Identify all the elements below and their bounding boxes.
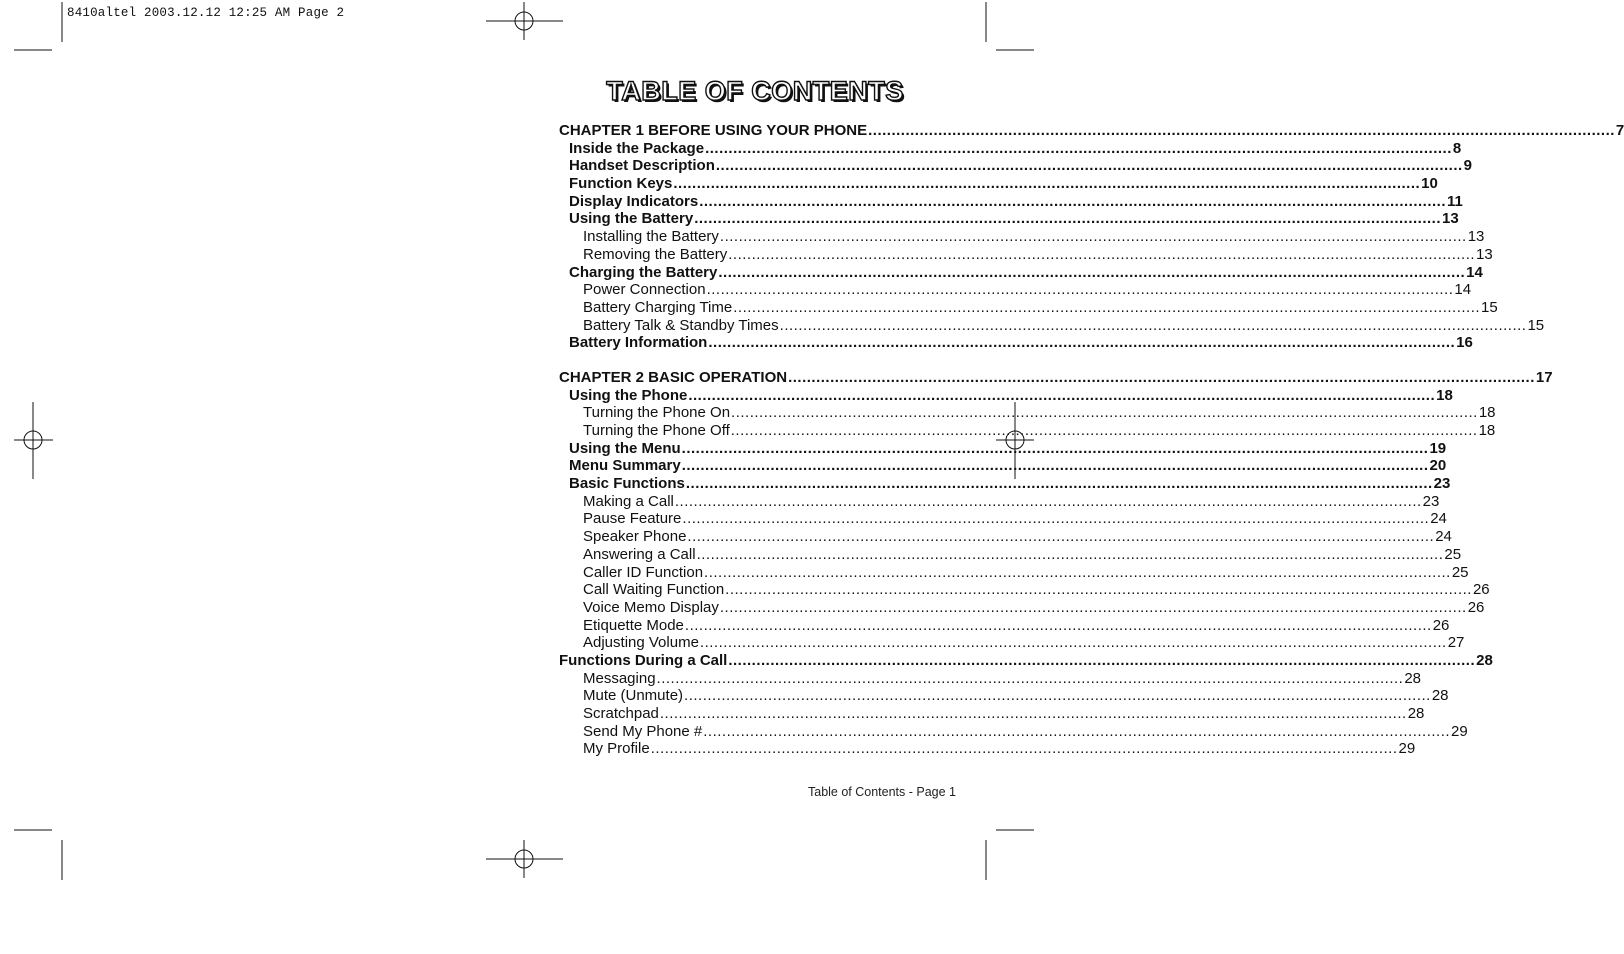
- toc-subsection-entry: [559, 563, 1469, 582]
- dot-leader: ................................................................................................................................................................: [731, 404, 1478, 422]
- dot-leader: ................................................................................................................................................................: [706, 281, 1454, 299]
- toc-entry-page: 9: [1463, 157, 1473, 175]
- dot-leader: ................................................................................................................................................................: [673, 175, 1421, 193]
- toc-section-entry: [559, 475, 1451, 493]
- toc-subsection-entry: [559, 298, 1498, 317]
- toc-entry-label: Speaker Phone: [583, 528, 687, 546]
- toc-section-entry: [559, 439, 1447, 458]
- toc-entry-page: 14: [1466, 263, 1483, 281]
- toc-entry-page: 18: [1478, 404, 1496, 422]
- toc-section-entry: [559, 192, 1463, 211]
- toc-entry-label: Functions During a Call: [559, 651, 728, 669]
- toc-entry-label: Battery Charging Time: [583, 298, 733, 316]
- toc-entry-page: 26: [1472, 581, 1490, 599]
- toc-entry-page: 29: [1398, 740, 1416, 758]
- toc-entry-page: 17: [1535, 368, 1553, 386]
- toc-entry-label: Using the Phone: [569, 386, 688, 404]
- toc-entry-page: 18: [1436, 386, 1453, 404]
- dot-leader: ................................................................................................................................................................: [684, 616, 1432, 634]
- toc-entry-label: Caller ID Function: [583, 563, 704, 581]
- toc-entry-label: My Profile: [583, 740, 650, 758]
- toc-subsection-entry: [559, 545, 1462, 564]
- toc-entry-label: Answering a Call: [583, 545, 696, 563]
- toc-entry-label: Basic Functions: [569, 475, 685, 493]
- dot-leader: ................................................................................................................................................................: [868, 122, 1615, 139]
- dot-leader: ................................................................................................................................................................: [730, 422, 1478, 439]
- toc-entry-page: 16: [1456, 334, 1473, 352]
- toc-subsection-entry: [559, 634, 1465, 652]
- toc-entry-label: Inside the Package: [569, 139, 705, 157]
- print-slug: 8410altel 2003.12.12 12:25 AM Page 2: [67, 6, 345, 20]
- toc-chapter-heading: [559, 368, 1553, 387]
- toc-entry-label: Making a Call: [583, 492, 674, 510]
- toc-entry-label: Turning the Phone Off: [583, 422, 730, 439]
- toc-subsection-entry: [559, 669, 1422, 688]
- dot-leader: ................................................................................................................................................................: [733, 298, 1481, 316]
- toc-entry-page: 24: [1435, 528, 1452, 546]
- toc-entry-label: Using the Battery: [569, 210, 694, 228]
- toc-section-entry: [559, 334, 1473, 352]
- dot-leader: ................................................................................................................................................................: [725, 581, 1472, 599]
- dot-leader: ................................................................................................................................................................: [708, 334, 1456, 352]
- toc-entry-label: Mute (Unmute): [583, 687, 684, 705]
- dot-leader: ................................................................................................................................................................: [696, 545, 1444, 563]
- toc-entry-page: 28: [1407, 705, 1425, 722]
- toc-entry-page: 13: [1442, 210, 1459, 228]
- toc-entry-label: Messaging: [583, 669, 656, 687]
- toc-entry-page: 14: [1454, 281, 1472, 299]
- toc-entry-page: 18: [1478, 422, 1496, 439]
- toc-entry-page: 28: [1431, 687, 1449, 705]
- table-of-contents: [559, 122, 1624, 758]
- toc-subsection-entry: [559, 422, 1496, 440]
- dot-leader: ................................................................................................................................................................: [685, 475, 1433, 493]
- chapter-spacer: [559, 352, 937, 369]
- toc-entry-page: 24: [1430, 510, 1447, 528]
- toc-entry-label: Using the Menu: [569, 439, 681, 457]
- toc-entry-label: CHAPTER 2 BASIC OPERATION: [559, 368, 788, 386]
- toc-entry-page: 28: [1476, 651, 1493, 669]
- toc-chapter-heading: [559, 122, 1624, 140]
- toc-entry-label: Removing the Battery: [583, 245, 728, 263]
- toc-subsection-entry: [559, 228, 1485, 246]
- toc-entry-label: Voice Memo Display: [583, 598, 719, 616]
- toc-section-entry: [559, 157, 1473, 175]
- toc-subsection-entry: [559, 510, 1447, 528]
- toc-subsection-entry: [559, 281, 1472, 299]
- toc-entry-page: 19: [1429, 439, 1447, 457]
- page-footer: Table of Contents - Page 1: [808, 785, 957, 799]
- dot-leader: ................................................................................................................................................................: [705, 139, 1452, 157]
- dot-leader: ................................................................................................................................................................: [718, 263, 1466, 281]
- dot-leader: ................................................................................................................................................................: [719, 598, 1467, 616]
- toc-subsection-entry: [559, 598, 1485, 617]
- registration-mark-bottom: [486, 840, 563, 878]
- dot-leader: ................................................................................................................................................................: [699, 634, 1447, 652]
- toc-entry-label: Menu Summary: [569, 457, 681, 475]
- toc-entry-label: CHAPTER 1 BEFORE USING YOUR PHONE: [559, 122, 868, 139]
- toc-subsection-entry: [559, 245, 1493, 264]
- toc-entry-page: 25: [1444, 545, 1462, 563]
- toc-entry-page: 27: [1447, 634, 1465, 652]
- toc-entry-label: Adjusting Volume: [583, 634, 699, 652]
- toc-subsection-entry: [559, 316, 1545, 335]
- toc-section-entry: [559, 139, 1462, 158]
- dot-leader: ................................................................................................................................................................: [674, 492, 1422, 510]
- dot-leader: ................................................................................................................................................................: [703, 722, 1451, 740]
- dot-leader: ................................................................................................................................................................: [659, 705, 1407, 722]
- toc-subsection-entry: [559, 492, 1440, 511]
- toc-entry-label: Pause Feature: [583, 510, 682, 528]
- toc-entry-label: Scratchpad: [583, 705, 659, 722]
- toc-entry-label: Installing the Battery: [583, 228, 719, 246]
- toc-entry-page: 25: [1451, 563, 1469, 581]
- toc-entry-label: Function Keys: [569, 175, 673, 193]
- dot-leader: ................................................................................................................................................................: [681, 439, 1429, 457]
- dot-leader: ................................................................................................................................................................: [650, 740, 1398, 758]
- toc-section-entry: [559, 263, 1483, 282]
- toc-entry-label: Call Waiting Function: [583, 581, 725, 599]
- toc-subsection-entry: [559, 528, 1452, 546]
- toc-subsection-entry: [559, 722, 1468, 741]
- toc-entry-page: 13: [1467, 228, 1485, 246]
- toc-entry-page: 26: [1467, 598, 1485, 616]
- toc-entry-page: 28: [1404, 669, 1422, 687]
- dot-leader: ................................................................................................................................................................: [715, 157, 1463, 175]
- toc-entry-label: Charging the Battery: [569, 263, 718, 281]
- toc-entry-label: Power Connection: [583, 281, 706, 299]
- toc-subsection-entry: [559, 687, 1449, 705]
- toc-entry-page: 29: [1451, 722, 1468, 740]
- dot-leader: ................................................................................................................................................................: [694, 210, 1441, 228]
- dot-leader: ................................................................................................................................................................: [699, 192, 1447, 210]
- toc-subsection-entry: [559, 581, 1490, 599]
- toc-entry-page: 15: [1527, 316, 1545, 334]
- dot-leader: ................................................................................................................................................................: [684, 687, 1431, 705]
- toc-entry-page: 23: [1433, 475, 1451, 493]
- dot-leader: ................................................................................................................................................................: [688, 386, 1436, 404]
- toc-entry-label: Etiquette Mode: [583, 616, 684, 634]
- dot-leader: ................................................................................................................................................................: [656, 669, 1404, 687]
- toc-entry-page: 7: [1615, 122, 1624, 139]
- toc-section-entry: [559, 651, 1493, 670]
- toc-entry-page: 20: [1429, 457, 1447, 475]
- toc-entry-label: Battery Talk & Standby Times: [583, 316, 779, 334]
- toc-entry-page: 15: [1481, 298, 1498, 316]
- toc-section-entry: [559, 386, 1453, 405]
- page-title: TABLE OF CONTENTS: [606, 76, 904, 106]
- toc-subsection-entry: [559, 740, 1416, 758]
- dot-leader: ................................................................................................................................................................: [788, 368, 1535, 386]
- toc-entry-label: Battery Information: [569, 334, 708, 352]
- toc-entry-page: 8: [1452, 139, 1462, 157]
- toc-entry-label: Turning the Phone On: [583, 404, 731, 422]
- toc-section-entry: [559, 210, 1459, 228]
- toc-section-entry: [559, 457, 1447, 475]
- dot-leader: ................................................................................................................................................................: [687, 528, 1435, 546]
- toc-subsection-entry: [559, 616, 1450, 635]
- toc-entry-label: Send My Phone #: [583, 722, 703, 740]
- toc-subsection-entry: [559, 705, 1425, 723]
- toc-entry-label: Display Indicators: [569, 192, 699, 210]
- toc-section-entry: [559, 175, 1438, 193]
- toc-entry-page: 13: [1476, 245, 1493, 263]
- toc-entry-page: 26: [1432, 616, 1450, 634]
- registration-mark-left: [14, 402, 53, 479]
- toc-entry-page: 11: [1447, 192, 1463, 210]
- toc-entry-page: 23: [1422, 492, 1440, 510]
- toc-entry-page: 10: [1421, 175, 1438, 193]
- dot-leader: ................................................................................................................................................................: [704, 563, 1451, 581]
- toc-entry-label: Handset Description: [569, 157, 715, 175]
- dot-leader: ................................................................................................................................................................: [682, 510, 1430, 528]
- toc-subsection-entry: [559, 404, 1496, 422]
- registration-mark-top: [486, 2, 563, 40]
- dot-leader: ................................................................................................................................................................: [719, 228, 1467, 246]
- dot-leader: ................................................................................................................................................................: [779, 316, 1527, 334]
- dot-leader: ................................................................................................................................................................: [728, 651, 1476, 669]
- dot-leader: ................................................................................................................................................................: [728, 245, 1476, 263]
- dot-leader: ................................................................................................................................................................: [681, 457, 1429, 475]
